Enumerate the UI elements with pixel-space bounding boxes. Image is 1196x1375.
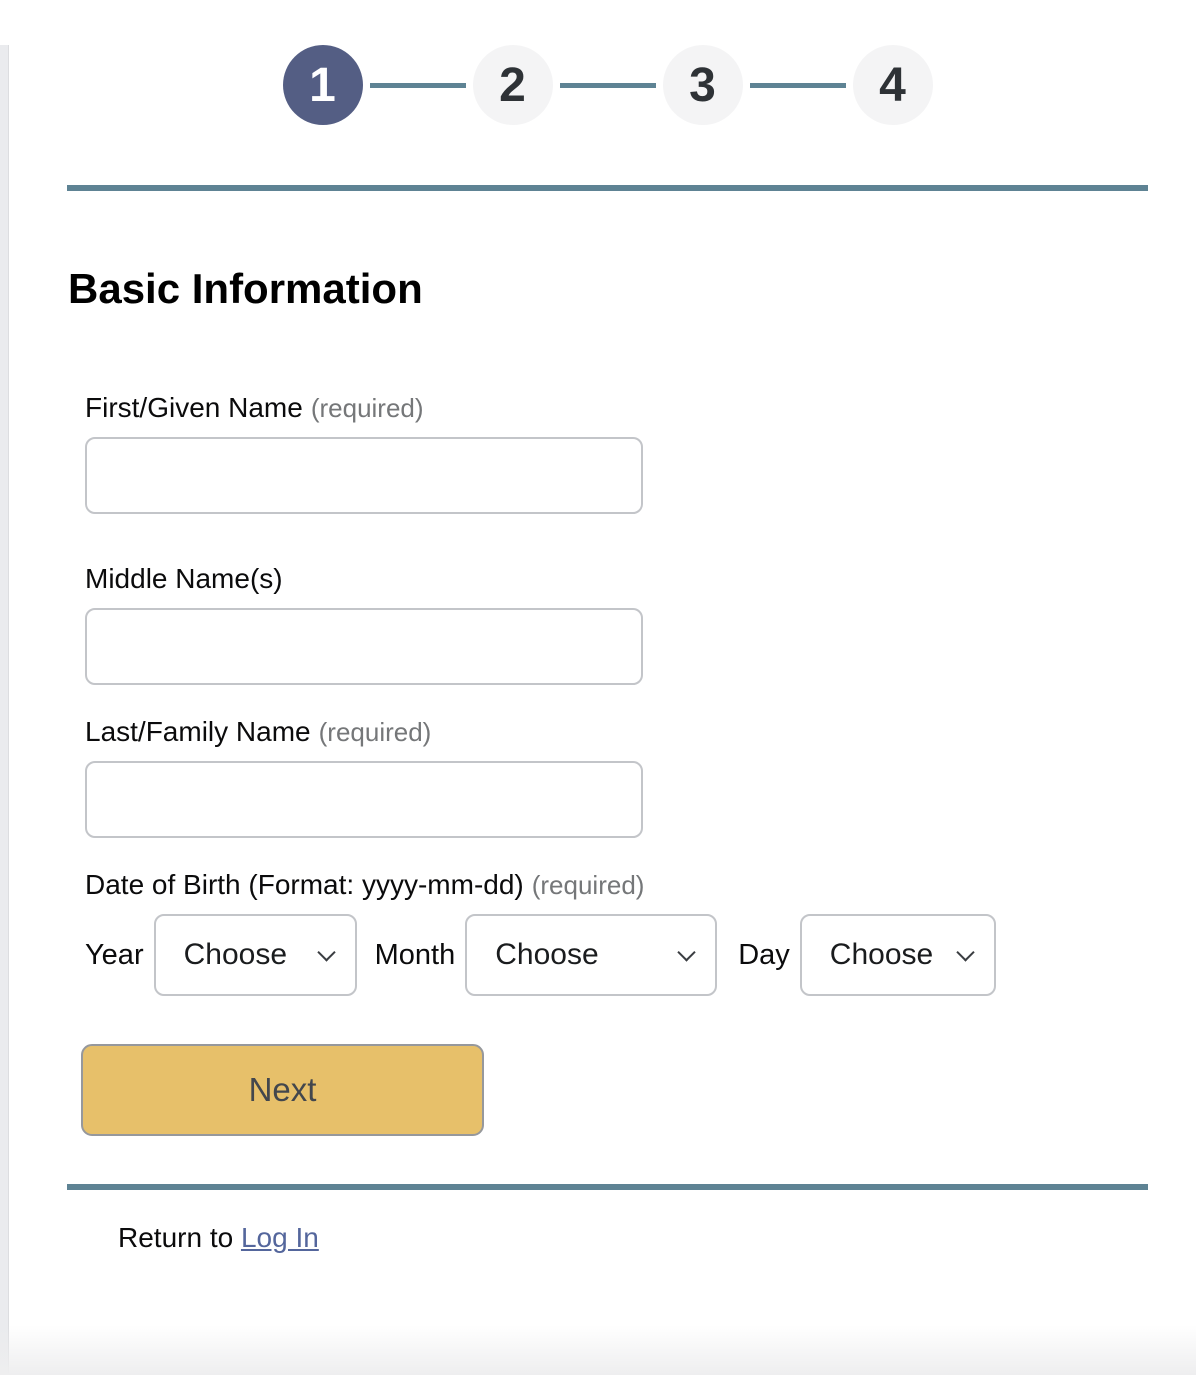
step-circle-4: 4: [853, 45, 933, 125]
first-name-required-note: (required): [310, 393, 424, 424]
step-connector-1: [370, 83, 466, 88]
main-content: [67, 45, 1148, 1256]
first-name-label-text: First/Given Name: [85, 392, 303, 424]
month-select[interactable]: [465, 914, 717, 996]
last-name-label: [85, 715, 1148, 749]
chevron-down-icon: [317, 944, 335, 962]
month-label: Month: [374, 938, 456, 971]
dob-label: [85, 868, 1148, 902]
year-select-value: Choose: [183, 938, 288, 972]
year-select[interactable]: [154, 914, 357, 996]
dob-label-text: Date of Birth (Format: yyyy-mm-dd): [85, 869, 524, 901]
first-name-input[interactable]: [85, 437, 643, 514]
last-name-input[interactable]: [85, 761, 643, 838]
dob-required-note: (required): [531, 870, 645, 901]
page-title: Basic Information: [68, 265, 423, 312]
step-connector-3: [750, 83, 846, 88]
day-select-value: Choose: [829, 938, 934, 972]
middle-name-label: [85, 562, 1148, 596]
last-name-required-note: (required): [318, 717, 432, 748]
day-select[interactable]: [800, 914, 996, 996]
top-divider: [67, 185, 1148, 191]
dob-field-group: [85, 868, 1148, 996]
middle-name-field-group: [85, 562, 1148, 685]
last-name-field-group: [85, 715, 1148, 838]
chevron-down-icon: [678, 944, 696, 962]
first-name-label: [85, 391, 1148, 425]
bottom-divider: [67, 1184, 1148, 1190]
footer: [118, 1220, 1148, 1256]
step-connector-2: [560, 83, 656, 88]
step-circle-1: 1: [283, 45, 363, 125]
return-to-text: Return to: [118, 1222, 234, 1254]
chevron-down-icon: [956, 944, 974, 962]
next-button[interactable]: Next: [81, 1044, 484, 1136]
basic-information-form: [85, 391, 1148, 1136]
step-circle-2: 2: [473, 45, 553, 125]
month-select-value: Choose: [495, 938, 599, 972]
login-link[interactable]: Log In: [240, 1222, 319, 1254]
day-label: Day: [738, 938, 790, 971]
bottom-fade: [0, 1325, 1196, 1375]
step-circle-3: 3: [663, 45, 743, 125]
middle-name-label-text: Middle Name(s): [85, 563, 283, 595]
middle-name-input[interactable]: [85, 608, 643, 685]
left-gutter: [0, 45, 9, 1375]
last-name-label-text: Last/Family Name: [85, 716, 311, 748]
step-progress-indicator: [67, 45, 1148, 125]
first-name-field-group: [85, 391, 1148, 514]
year-label: Year: [85, 938, 144, 971]
dob-select-row: [85, 914, 1148, 996]
